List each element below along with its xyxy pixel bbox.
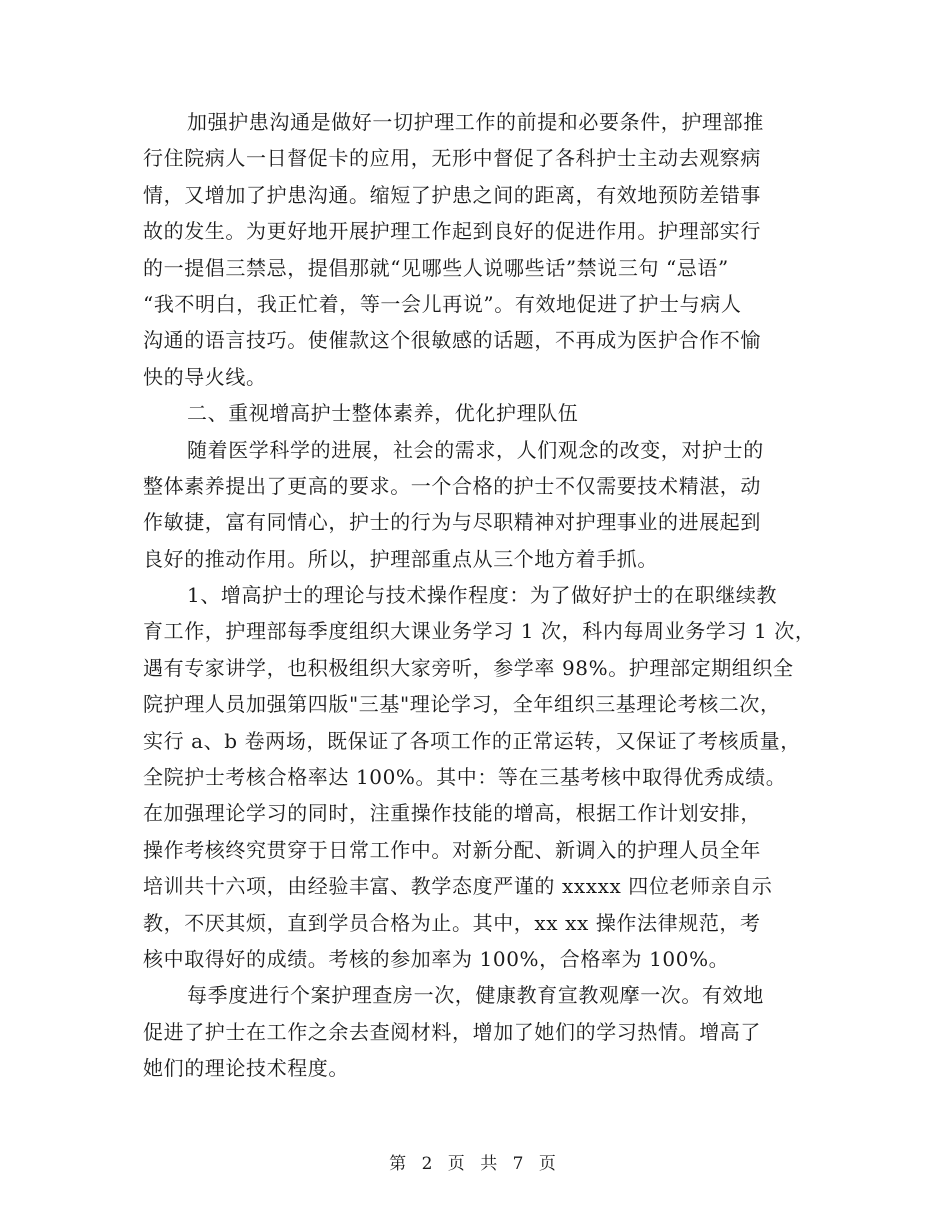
document-body [143, 104, 833, 1087]
text-line: 良好的推动作用。所以，护理部重点从三个地方着手抓。 [143, 546, 658, 571]
text-line: 故的发生。为更好地开展护理工作起到良好的促进作用。护理部实行 [143, 219, 761, 244]
text-line: 作敏捷，富有同情心，护士的行为与尽职精神对护理事业的进展起到 [143, 510, 761, 535]
text-line: 每季度进行个案护理查房一次，健康教育宣教观摩一次。有效地 [187, 983, 764, 1008]
text-line: 她们的理论技术程度。 [143, 1056, 349, 1081]
text-line: 二、重视增高护士整体素养，优化护理队伍 [187, 401, 579, 426]
text-line: 培训共十六项，由经验丰富、教学态度严谨的 xxxxx 四位老师亲自示 [143, 874, 773, 899]
text-line: 加强护患沟通是做好一切护理工作的前提和必要条件，护理部推 [187, 110, 764, 134]
page-footer: 第 2 页 共 7 页 [389, 1154, 561, 1174]
text-line: 情，又增加了护患沟通。缩短了护患之间的距离，有效地预防差错事 [143, 182, 761, 207]
text-line: 整体素养提出了更高的要求。一个合格的护士不仅需要技术精湛，动 [143, 473, 761, 498]
text-line: 遇有专家讲学，也积极组织大家旁听，参学率 98%。护理部定期组织全 [143, 655, 794, 680]
text-line: “我不明白，我正忙着，等一会儿再说”。有效地促进了护士与病人 [143, 291, 742, 316]
text-line: 育工作，护理部每季度组织大课业务学习 1 次，科内每周业务学习 1 次， [143, 619, 816, 644]
text-line: 全院护士考核合格率达 100%。其中：等在三基考核中取得优秀成绩。 [143, 765, 787, 790]
text-line: 沟通的语言技巧。使催款这个很敏感的话题，不再成为医护合作不愉 [143, 328, 761, 353]
text-line: 行住院病人一日督促卡的应用，无形中督促了各科护士主动去观察病 [143, 146, 761, 171]
text-line: 实行 a、b 卷两场，既保证了各项工作的正常运转，又保证了考核质量， [143, 728, 801, 753]
text-line: 快的导火线。 [143, 364, 267, 389]
text-line: 核中取得好的成绩。考核的参加率为 100%，合格率为 100%。 [143, 946, 730, 971]
text-line: 院护理人员加强第四版"三基"理论学习，全年组织三基理论考核二次， [143, 692, 781, 717]
text-line: 促进了护士在工作之余去查阅材料，增加了她们的学习热情。增高了 [143, 1019, 761, 1044]
text-line: 随着医学科学的进展，社会的需求，人们观念的改变，对护士的 [187, 437, 764, 462]
text-line: 操作考核终究贯穿于日常工作中。对新分配、新调入的护理人员全年 [143, 837, 761, 862]
text-line: 教，不厌其烦，直到学员合格为止。其中，xx xx 操作法律规范，考 [143, 910, 761, 935]
text-line: 在加强理论学习的同时，注重操作技能的增高，根据工作计划安排， [143, 801, 761, 826]
text-line: 的一提倡三禁忌，提倡那就“见哪些人说哪些话”禁说三句 “忌语” [143, 255, 729, 280]
text-line: 1、增高护士的理论与技术操作程度：为了做好护士的在职继续教 [187, 583, 778, 608]
